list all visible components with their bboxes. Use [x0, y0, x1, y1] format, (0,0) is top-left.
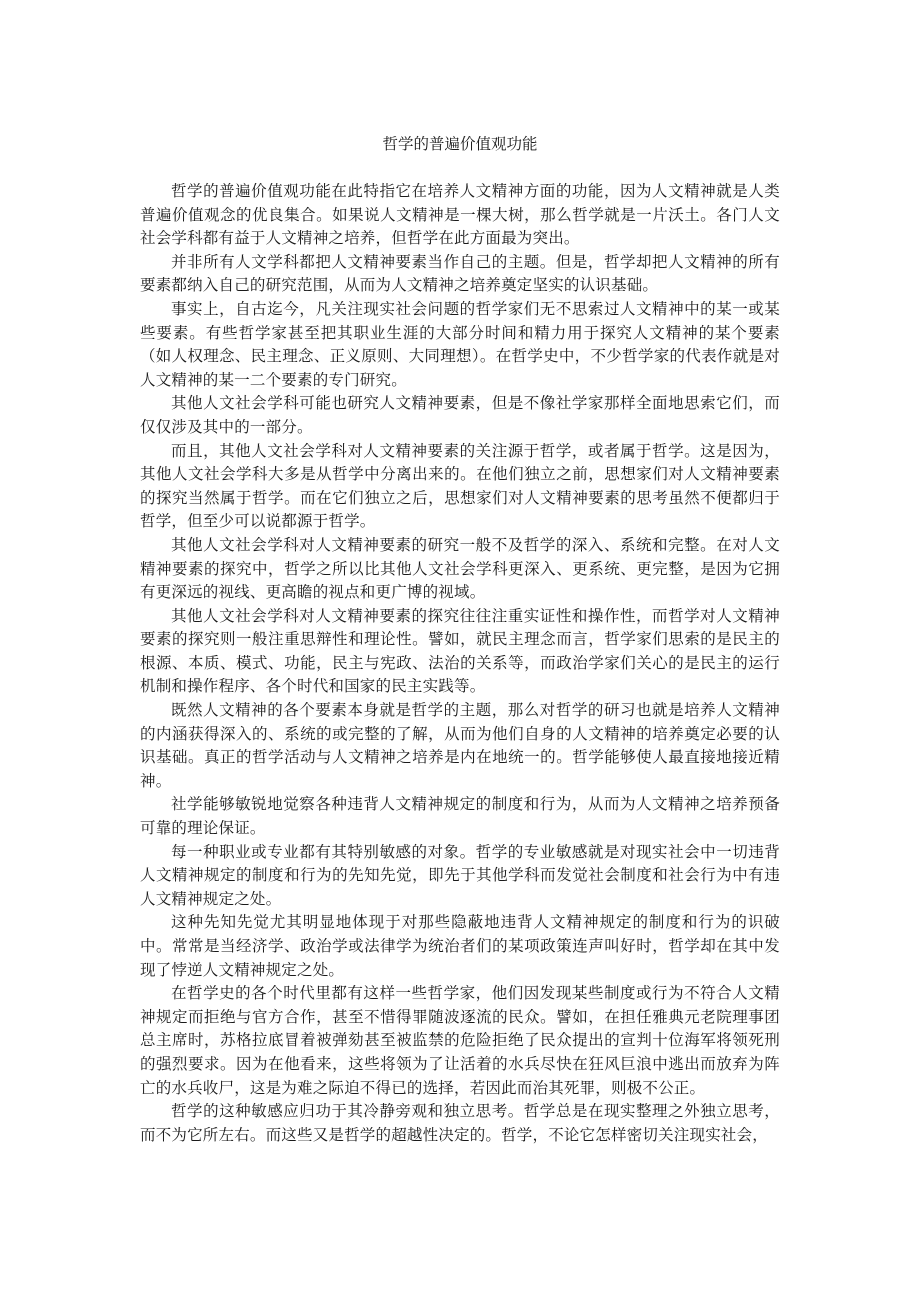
paragraph-1: 哲学的普遍价值观功能在此特指它在培养人文精神方面的功能，因为人文精神就是人类普遍价值观念的优良集合。如果说人文精神是一棵大树，那么哲学就是一片沃土。各门人文社会学科都有益于人文精神之培养，但哲学在此方面最为突出。: [140, 182, 780, 248]
paragraph-6: 其他人文社会学科对人文精神要素的研究一般不及哲学的深入、系统和完整。在对人文精神要素的探究中，哲学之所以比其他人文社会学科更深入、更系统、更完整，是因为它拥有更深远的视线、更高瞻的视点和更广博的视域。: [140, 535, 780, 602]
paragraph-13: 哲学的这种敏感应归功于其冷静旁观和独立思考。哲学总是在现实整理之外独立思考，而不为它所左右。而这些又是哲学的超越性决定的。哲学，不论它怎样密切关注现实社会，: [140, 1102, 780, 1144]
paragraph-4: 其他人文社会学科可能也研究人文精神要素，但是不像社学家那样全面地思索它们，而仅仅涉及其中的一部分。: [140, 394, 780, 436]
paragraph-12: 在哲学史的各个时代里都有这样一些哲学家，他们因发现某些制度或行为不符合人文精神规定而拒绝与官方合作，甚至不惜得罪随波逐流的民众。譬如，在担任雅典元老院理事团总主席时，苏格拉底冒着被弹劾甚至被监禁的危险拒绝了民众提出的宣判十位海军将领死刑的强烈要求。因为在他看来，这些将领为了让活着的水兵尽快在狂风巨浪中逃出而放弃为阵亡的水兵收尸，这是为难之际迫不得已的选择，若因此而治其死罪，则极不公正。: [140, 984, 780, 1097]
paragraph-11: 这种先知先觉尤其明显地体现于对那些隐蔽地违背人文精神规定的制度和行为的识破中。常常是当经济学、政治学或法律学为统治者们的某项政策连声叫好时，哲学却在其中发现了悖逆人文精神规定之处。: [140, 913, 780, 979]
paragraph-3: 事实上，自古迄今，凡关注现实社会问题的哲学家们无不思索过人文精神中的某一或某些要素。有些哲学家甚至把其职业生涯的大部分时间和精力用于探究人文精神的某个要素（如人权理念、民主理念、正义原则、大同理想）。在哲学史中，不少哲学家的代表作就是对人文精神的某一二个要素的专门研究。: [140, 299, 780, 389]
paragraph-5: 而且，其他人文社会学科对人文精神要素的关注源于哲学，或者属于哲学。这是因为，其他人文社会学科大多是从哲学中分离出来的。在他们独立之前，思想家们对人文精神要素的探究当然属于哲学。而在它们独立之后，思想家们对人文精神要素的思考虽然不便都归于哲学，但至少可以说都源于哲学。: [140, 441, 780, 531]
document-page: [140, 131, 780, 1147]
paragraph-9: 社学能够敏锐地觉察各种违背人文精神规定的制度和行为，从而为人文精神之培养预备可靠的理论保证。: [140, 795, 780, 838]
paragraph-8: 既然人文精神的各个要素本身就是哲学的主题，那么对哲学的研习也就是培养人文精神的内涵获得深入的、系统的或完整的了解，从而为他们自身的人文精神的培养奠定必要的认识基础。真正的哲学活动与人文精神之培养是内在地统一的。哲学能够使人最直接地接近精神。: [140, 701, 780, 790]
paragraph-2: 并非所有人文学科都把人文精神要素当作自己的主题。但是，哲学却把人文精神的所有要素都纳入自己的研究范围，从而为人文精神之培养奠定坚实的认识基础。: [140, 252, 780, 295]
document-title: 哲学的普遍价值观功能: [382, 135, 538, 153]
paragraph-10: 每一种职业或专业都有其特别敏感的对象。哲学的专业敏感就是对现实社会中一切违背人文精神规定的制度和行为的先知先觉，即先于其他学科而发觉社会制度和社会行为中有违人文精神规定之处。: [140, 842, 780, 908]
paragraph-7: 其他人文社会学科对人文精神要素的探究往往注重实证性和操作性，而哲学对人文精神要素的探究则一般注重思辩性和理论性。譬如，就民主理念而言，哲学家们思索的是民主的根源、本质、模式、功能，民主与宪政、法治的关系等，而政治学家们关心的是民主的运行机制和操作程序、各个时代和国家的民主实践等。: [140, 606, 780, 696]
document-body: [140, 180, 780, 1147]
